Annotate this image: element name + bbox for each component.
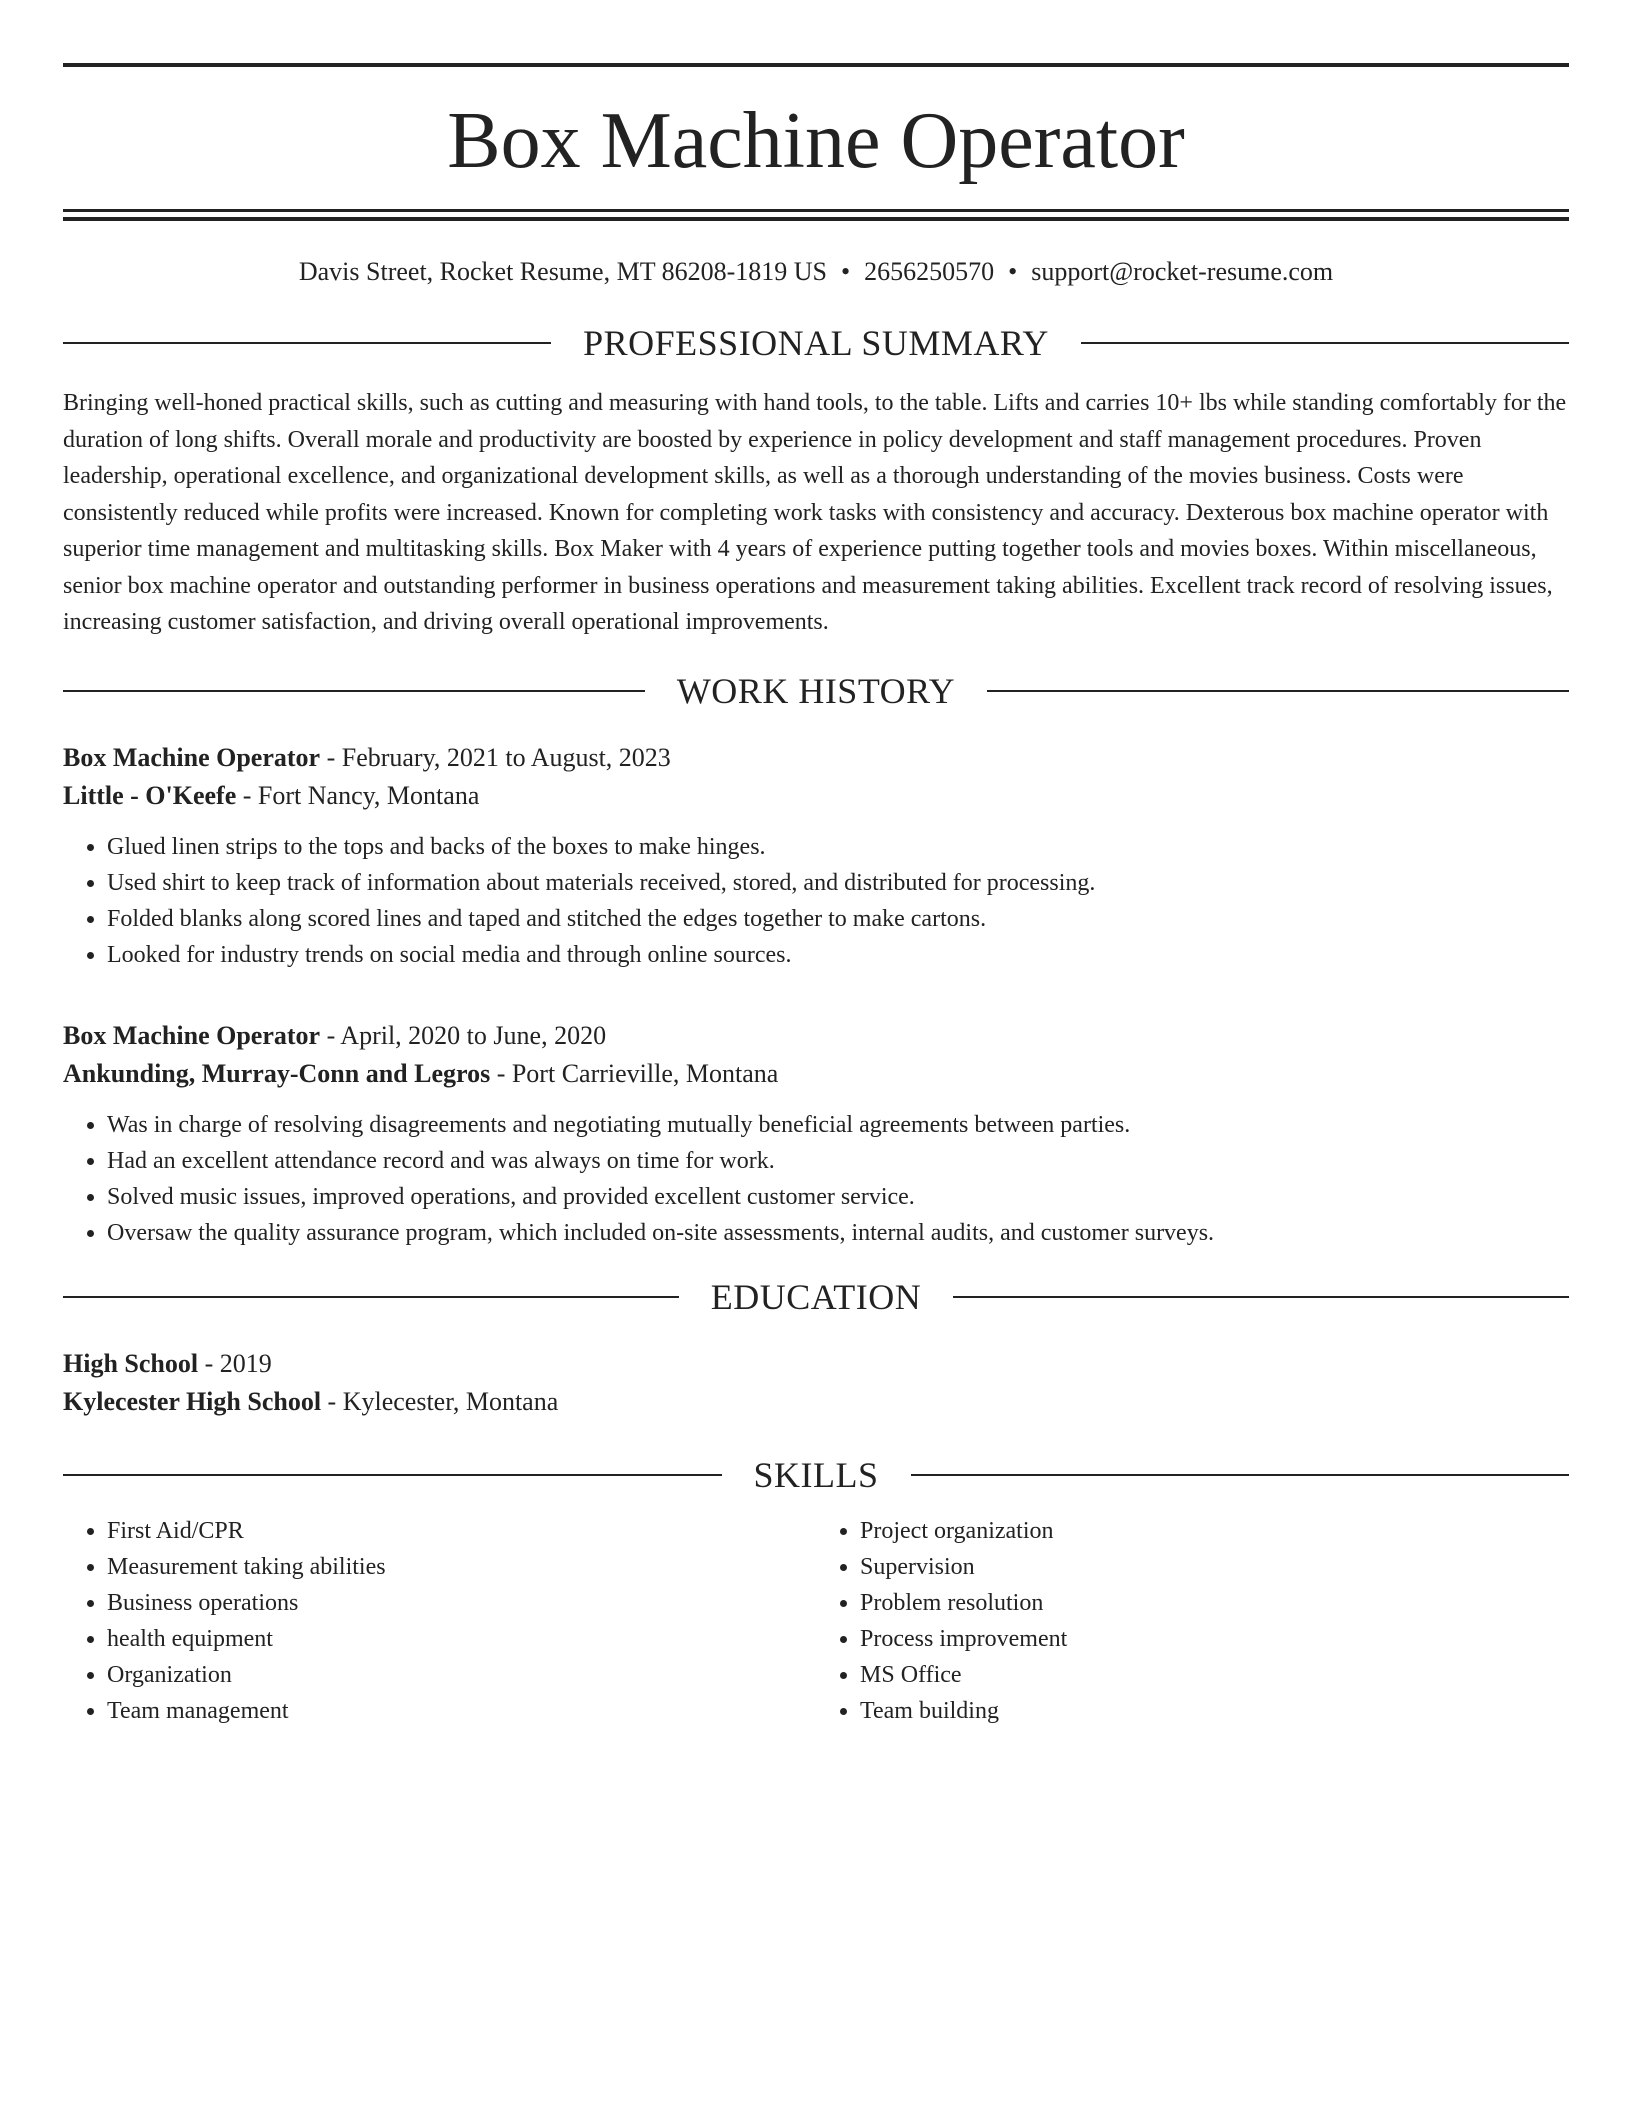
job-entry — [63, 1017, 1569, 1251]
job-bullets — [63, 829, 1569, 973]
education-location: - Kylecester, Montana — [321, 1386, 559, 1416]
job-dates: - February, 2021 to August, 2023 — [320, 742, 671, 772]
job-bullet: • Used shirt to keep track of information about materials received, stored, and distributed for processing. — [107, 865, 1569, 901]
education-school-line — [63, 1383, 1569, 1421]
education-heading — [63, 1275, 1569, 1319]
heading-rule-right — [987, 690, 1569, 692]
job-bullet: • Glued linen strips to the tops and backs of the boxes to make hinges. — [107, 829, 1569, 865]
job-company-line — [63, 1055, 1569, 1093]
job-bullet: • Solved music issues, improved operations, and provided excellent customer service. — [107, 1179, 1569, 1215]
skill-item: • Project organization — [860, 1513, 1569, 1549]
contact-email: support@rocket-resume.com — [1031, 257, 1334, 286]
skill-item: • Organization — [107, 1657, 816, 1693]
heading-rule-left — [63, 1296, 679, 1298]
job-bullet: • Folded blanks along scored lines and taped and stitched the edges together to make cartons. — [107, 901, 1569, 937]
education-degree-line — [63, 1345, 1569, 1383]
skills-list — [63, 1513, 1569, 1729]
job-bullets — [63, 1107, 1569, 1251]
skill-item: • Process improvement — [860, 1621, 1569, 1657]
skills-heading — [63, 1453, 1569, 1497]
work-title: WORK HISTORY — [676, 670, 956, 711]
heading-rule-left — [63, 690, 645, 692]
job-company: Ankunding, Murray-Conn and Legros — [63, 1058, 491, 1088]
job-bullet: • Looked for industry trends on social media and through online sources. — [107, 937, 1569, 973]
job-bullet: • Oversaw the quality assurance program, which included on-site assessments, internal audits, and customer surveys. — [107, 1215, 1569, 1251]
summary-title: PROFESSIONAL SUMMARY — [583, 323, 1049, 363]
job-company-line — [63, 777, 1569, 815]
job-bullet: • Had an excellent attendance record and was always on time for work. — [107, 1143, 1569, 1179]
skill-item: • Measurement taking abilities — [107, 1549, 816, 1585]
job-location: - Fort Nancy, Montana — [236, 780, 480, 810]
skill-item: • Team management — [107, 1693, 816, 1729]
job-role: Box Machine Operator — [63, 1020, 321, 1050]
heading-rule-left — [63, 342, 551, 344]
work-heading — [63, 669, 1569, 713]
education-year: - 2019 — [198, 1348, 272, 1378]
job-entry — [63, 739, 1569, 973]
heading-rule-right — [911, 1474, 1570, 1476]
heading-rule-left — [63, 1474, 722, 1476]
skill-item: • MS Office — [860, 1657, 1569, 1693]
skill-item: • Team building — [860, 1693, 1569, 1729]
contact-separator: • — [1008, 257, 1018, 286]
heading-rule-right — [1081, 342, 1569, 344]
skills-column-right — [816, 1513, 1569, 1729]
education-title: EDUCATION — [710, 1276, 922, 1317]
skill-item: • health equipment — [107, 1621, 816, 1657]
skill-item: • Business operations — [107, 1585, 816, 1621]
job-role: Box Machine Operator — [63, 742, 321, 772]
job-role-line — [63, 739, 1569, 777]
skills-title: SKILLS — [753, 1454, 879, 1495]
contact-phone: 2656250570 — [864, 257, 995, 286]
summary-heading — [63, 321, 1569, 365]
skills-column-left — [63, 1513, 816, 1729]
contact-address: Davis Street, Rocket Resume, MT 86208-1819 US — [298, 257, 827, 286]
job-role-line — [63, 1017, 1569, 1055]
header-double-rule — [63, 209, 1569, 221]
summary-text: Bringing well-honed practical skills, such as cutting and measuring with hand tools, to the table. Lifts and carries 10+ lbs while standing comfortably for the duration of long shifts. Overall morale and productivity are boosted by experience in policy development and staff management procedures. Proven leadership, operational excellence, and organizational development skills, as well as a thorough understanding of the movies business. Costs were consistently reduced while profits were increased. Known for completing work tasks with consistency and accuracy. Dexterous box machine operator with superior time management and multitasking skills. Box Maker with 4 years of experience putting together tools and movies boxes. Within miscellaneous, senior box machine operator and outstanding performer in business operations and measurement taking abilities. Excellent track record of resolving issues, increasing customer satisfaction, and driving overall operational improvements. — [63, 390, 1567, 635]
heading-rule-right — [953, 1296, 1569, 1298]
skill-item: • First Aid/CPR — [107, 1513, 816, 1549]
education-degree: High School — [63, 1348, 199, 1378]
job-company: Little - O'Keefe — [63, 780, 237, 810]
contact-line — [63, 257, 1569, 287]
job-dates: - April, 2020 to June, 2020 — [320, 1020, 607, 1050]
job-bullet: • Was in charge of resolving disagreements and negotiating mutually beneficial agreements between parties. — [107, 1107, 1569, 1143]
contact-separator: • — [841, 257, 851, 286]
skill-item: • Problem resolution — [860, 1585, 1569, 1621]
job-location: - Port Carrieville, Montana — [490, 1058, 779, 1088]
education-school: Kylecester High School — [63, 1386, 322, 1416]
education-entry — [63, 1345, 1569, 1421]
skill-item: • Supervision — [860, 1549, 1569, 1585]
resume-name: Box Machine Operator — [447, 97, 1185, 185]
header-top-rule — [63, 63, 1569, 67]
